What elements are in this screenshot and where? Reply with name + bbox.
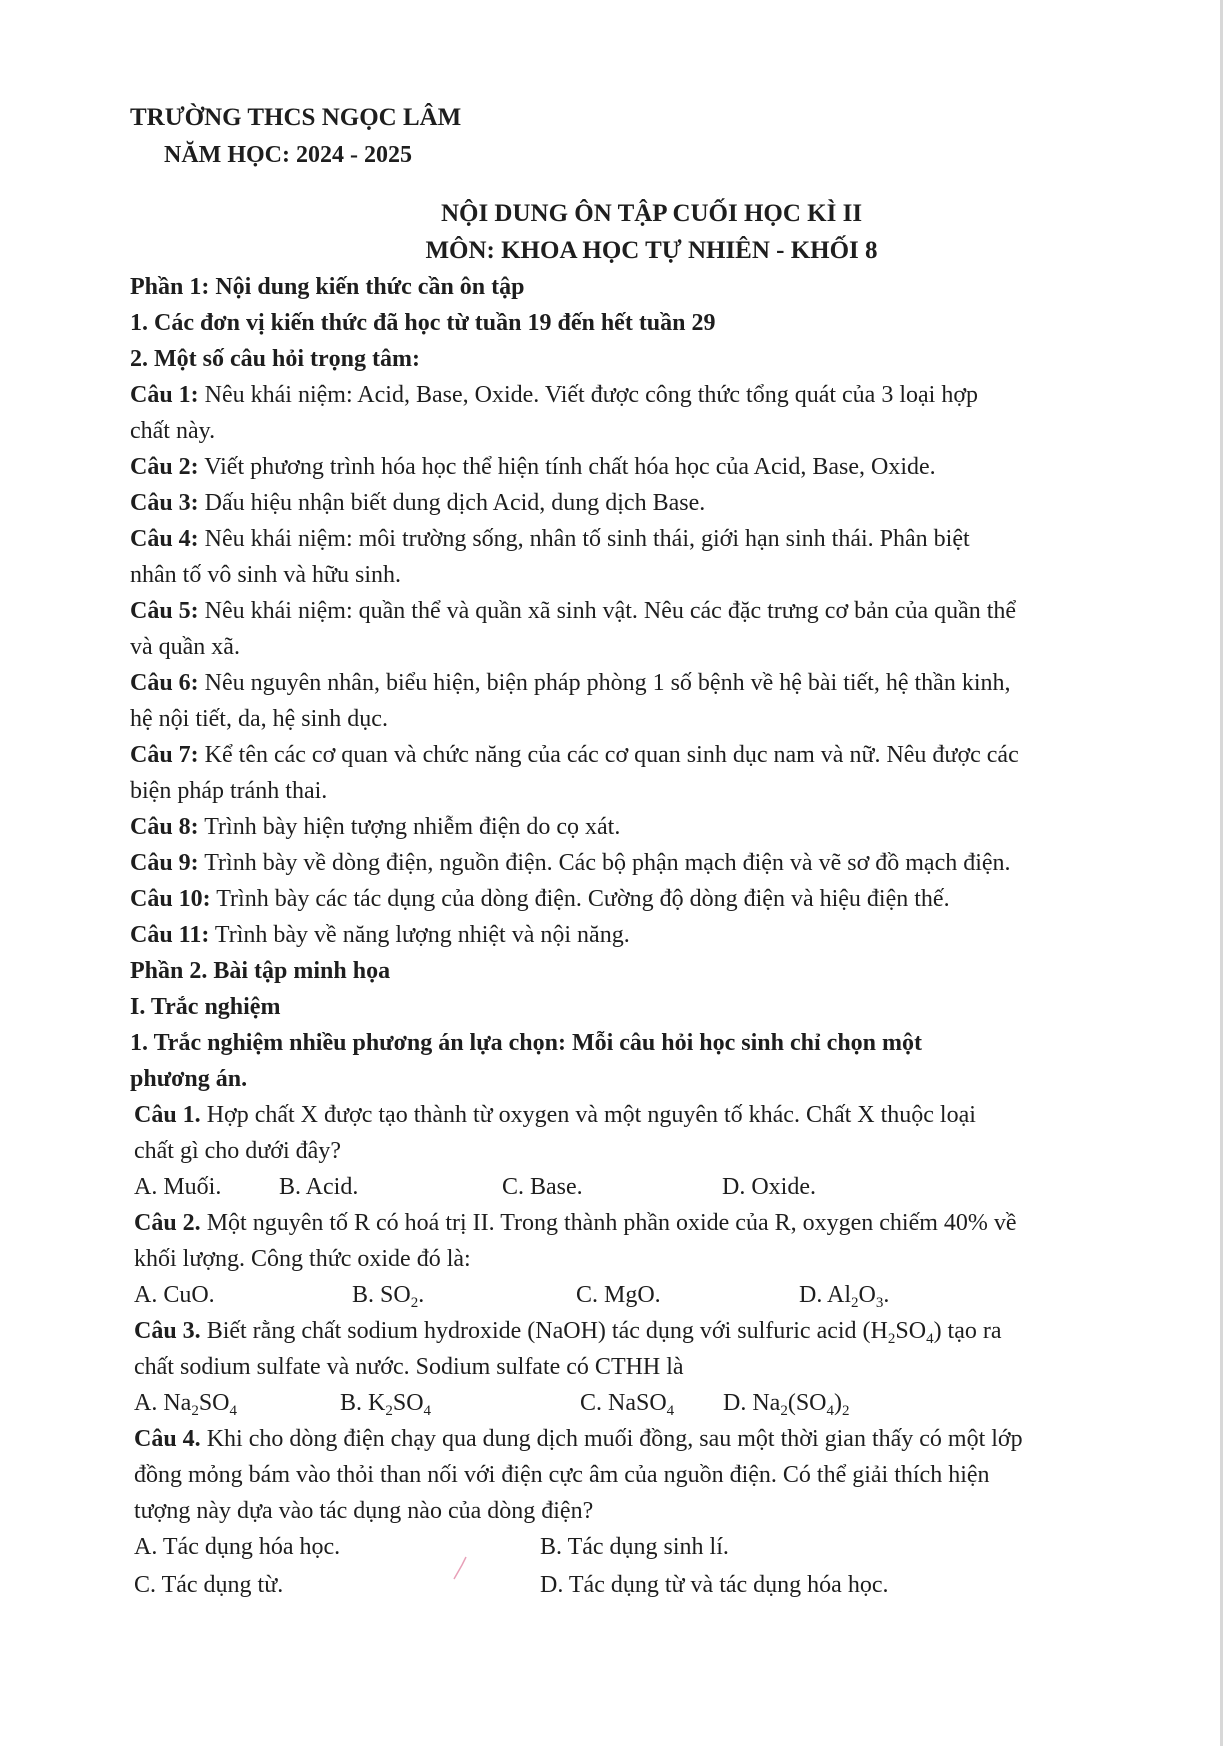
question-text: Trình bày về dòng điện, nguồn điện. Các bộ phận mạch điện và vẽ sơ đồ mạch điện.: [198, 850, 1011, 876]
q3-option-a: A. $Na_2SO_4$: [134, 1390, 238, 1419]
school-year: NĂM HỌC: 2024 - 2025: [164, 142, 412, 168]
q1-option-b: B. Acid.: [279, 1174, 359, 1200]
question-9: [130, 848, 1011, 878]
question-label: Câu 3.: [134, 1318, 201, 1344]
question-6-cont: hệ nội tiết, da, hệ sinh dục.: [130, 706, 388, 732]
question-1: [130, 380, 978, 410]
question-text: Hợp chất X được tạo thành từ oxygen và một nguyên tố khác. Chất X thuộc loại: [200, 1102, 976, 1128]
question-label: Câu 2:: [130, 454, 199, 480]
school-name: TRƯỜNG THCS NGỌC LÂM: [130, 104, 462, 131]
document-title: NỘI DUNG ÔN TẬP CUỐI HỌC KÌ II: [440, 200, 863, 227]
question-label: Câu 1.: [134, 1102, 201, 1128]
q4-option-a: A. Tác dụng hóa học.: [134, 1534, 341, 1560]
q2-option-d: D. $Al_2O_3$.: [799, 1282, 890, 1311]
part2-section: I. Trắc nghiệm: [130, 994, 281, 1020]
mc-question-1-cont: chất gì cho dưới đây?: [134, 1138, 341, 1164]
question-text: Dấu hiệu nhận biết dung dịch Acid, dung dịch Base.: [198, 490, 706, 516]
q3-option-b: B. $K_2SO_4$: [340, 1390, 432, 1419]
part2-instruction: 1. Trắc nghiệm nhiều phương án lựa chọn: Mỗi câu hỏi học sinh chỉ chọn một: [130, 1030, 922, 1056]
question-text: Trình bày về năng lượng nhiệt và nội năng.: [209, 922, 630, 948]
question-7: [130, 740, 1019, 770]
question-text: Trình bày các tác dụng của dòng điện. Cường độ dòng điện và hiệu điện thế.: [210, 886, 950, 912]
question-text: Nêu khái niệm: môi trường sống, nhân tố sinh thái, giới hạn sinh thái. Phân biệt: [198, 526, 970, 552]
part2-instruction-cont: phương án.: [130, 1066, 248, 1092]
question-text: Trình bày hiện tượng nhiễm điện do cọ xát.: [198, 814, 621, 840]
question-2: [130, 452, 936, 482]
question-8: [130, 812, 620, 842]
q2-option-a: A. CuO.: [134, 1282, 215, 1308]
question-label: Câu 6:: [130, 670, 199, 696]
mc-question-4-cont2: tượng này dựa vào tác dụng nào của dòng điện?: [134, 1498, 594, 1524]
question-text: Kể tên các cơ quan và chức năng của các cơ quan sinh dục nam và nữ. Nêu được các: [198, 742, 1019, 768]
mc-question-4-cont: đồng mỏng bám vào thỏi than nối với điện cực âm của nguồn điện. Có thể giải thích hiện: [134, 1462, 990, 1488]
question-text: Viết phương trình hóa học thể hiện tính chất hóa học của Acid, Base, Oxide.: [198, 454, 936, 480]
question-3: [130, 488, 705, 518]
q1-option-c: C. Base.: [502, 1174, 583, 1200]
question-10: [130, 884, 950, 914]
document-subject: MÔN: KHOA HỌC TỰ NHIÊN - KHỐI 8: [425, 237, 878, 264]
question-label: Câu 8:: [130, 814, 199, 840]
part2-heading: Phần 2. Bài tập minh họa: [130, 958, 391, 984]
question-6: [130, 668, 1011, 698]
question-5-cont: và quần xã.: [130, 634, 240, 660]
q3-option-c: C. NaSO$_4$: [580, 1390, 675, 1419]
part1-item2: 2. Một số câu hỏi trọng tâm:: [130, 346, 420, 372]
question-7-cont: biện pháp tránh thai.: [130, 778, 328, 804]
q4-option-b: B. Tác dụng sinh lí.: [540, 1534, 729, 1560]
question-label: Câu 7:: [130, 742, 199, 768]
mc-question-4: [134, 1424, 1023, 1454]
part1-item1: 1. Các đơn vị kiến thức đã học từ tuần 19 đến hết tuần 29: [130, 310, 716, 336]
mc-question-1: [134, 1100, 976, 1130]
question-label: Câu 1:: [130, 382, 199, 408]
question-label: Câu 9:: [130, 850, 199, 876]
question-4-cont: nhân tố vô sinh và hữu sinh.: [130, 562, 401, 588]
q4-option-c: C. Tác dụng từ.: [134, 1572, 284, 1598]
q1-option-d: D. Oxide.: [722, 1174, 816, 1200]
question-text: Nêu nguyên nhân, biểu hiện, biện pháp phòng 1 số bệnh về hệ bài tiết, hệ thần kinh,: [198, 670, 1011, 696]
mc-question-3: Câu 3. Biết rằng chất sodium hydroxide (NaOH) tác dụng với sulfuric acid $(H_2SO_4)$ tạo ra: [134, 1318, 1002, 1347]
question-4: [130, 524, 970, 554]
question-label: Câu 11:: [130, 922, 210, 948]
question-text: Khi cho dòng điện chạy qua dung dịch muối đồng, sau một thời gian thấy có một lớp: [200, 1426, 1023, 1452]
q2-option-c: C. MgO.: [576, 1282, 661, 1308]
q3-option-d: D. $Na_2(SO_4)_2$: [723, 1390, 850, 1419]
mc-question-3-cont: chất sodium sulfate và nước. Sodium sulfate có CTHH là: [134, 1354, 684, 1380]
q4-option-d: D. Tác dụng từ và tác dụng hóa học.: [540, 1572, 889, 1598]
question-text: Nêu khái niệm: Acid, Base, Oxide. Viết được công thức tổng quát của 3 loại hợp: [198, 382, 979, 408]
question-text: Nêu khái niệm: quần thể và quần xã sinh vật. Nêu các đặc trưng cơ bản của quần thể: [198, 598, 1017, 624]
q1-option-a: A. Muối.: [134, 1174, 222, 1200]
question-label: Câu 3:: [130, 490, 199, 516]
part1-heading: Phần 1: Nội dung kiến thức cần ôn tập: [130, 274, 525, 300]
question-5: [130, 596, 1016, 626]
question-label: Câu 5:: [130, 598, 199, 624]
question-text: Một nguyên tố R có hoá trị II. Trong thành phần oxide của R, oxygen chiếm 40% về: [200, 1210, 1017, 1236]
mc-question-2-cont: khối lượng. Công thức oxide đó là:: [134, 1246, 471, 1272]
question-11: [130, 920, 630, 950]
question-label: Câu 4.: [134, 1426, 201, 1452]
q2-option-b: B. $SO_2$.: [352, 1282, 425, 1311]
question-1-cont: chất này.: [130, 418, 216, 444]
question-label: Câu 2.: [134, 1210, 201, 1236]
mc-question-2: [134, 1208, 1017, 1238]
pen-mark-icon: [450, 1553, 470, 1583]
question-label: Câu 4:: [130, 526, 199, 552]
question-label: Câu 10:: [130, 886, 211, 912]
